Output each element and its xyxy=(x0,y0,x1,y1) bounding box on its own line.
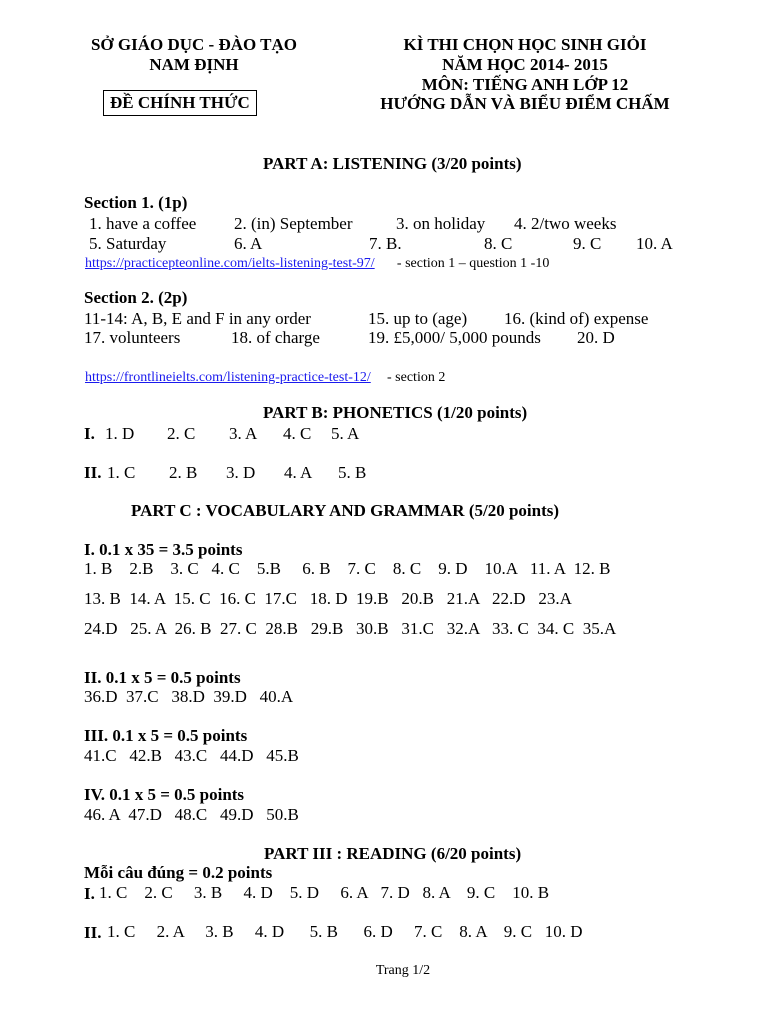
province-name: NAM ĐỊNH xyxy=(149,55,239,74)
part-iii-ii-label: II. xyxy=(84,923,102,942)
answer-item: 2. (in) September xyxy=(234,214,353,233)
section1-title: Section 1. (1p) xyxy=(84,193,188,212)
part-c-ii-title: II. 0.1 x 5 = 0.5 points xyxy=(84,668,241,687)
part-iii-i-label: I. xyxy=(84,884,95,903)
answer-item: 15. up to (age) xyxy=(368,309,468,328)
answer-item: 7. B. xyxy=(369,234,402,253)
section2-source-link[interactable]: https://frontlineielts.com/listening-practice-test-12/ xyxy=(85,370,371,385)
answer-item: 17. volunteers xyxy=(84,328,181,347)
answer-row: 1. B 2.B 3. C 4. C 5.B 6. B 7. C 8. C 9. D 10.A 11. A 12. B xyxy=(84,559,611,578)
answer-item: 1. have a coffee xyxy=(89,214,197,233)
part-c-iii-title: III. 0.1 x 5 = 0.5 points xyxy=(84,726,248,745)
answer-item: 1. C xyxy=(107,463,136,482)
answer-item: 4. 2/two weeks xyxy=(514,214,617,233)
part-b-title: PART B: PHONETICS (1/20 points) xyxy=(263,403,528,422)
answer-row: 24.D 25. A 26. B 27. C 28.B 29.B 30.B 31.C 32.A 33. C 34. C 35.A xyxy=(84,619,617,638)
answer-row: 41.C 42.B 43.C 44.D 45.B xyxy=(84,746,299,765)
part-c-title: PART C : VOCABULARY AND GRAMMAR (5/20 points) xyxy=(131,501,560,520)
answer-item: 4. C xyxy=(283,424,312,443)
answer-item: 3. on holiday xyxy=(396,214,486,233)
answer-item: 20. D xyxy=(577,328,615,347)
answer-item: 10. A xyxy=(636,234,673,253)
answer-item: 3. A xyxy=(229,424,258,443)
answer-item: 19. £5,000/ 5,000 pounds xyxy=(368,328,541,347)
department-name: SỞ GIÁO DỤC - ĐÀO TẠO xyxy=(90,35,298,54)
official-badge xyxy=(103,94,257,111)
scoring-note: Mỗi câu đúng = 0.2 points xyxy=(84,863,273,882)
part-iii-title: PART III : READING (6/20 points) xyxy=(264,844,522,863)
answer-item: 5. A xyxy=(331,424,360,443)
answer-item: 5. B xyxy=(338,463,367,482)
answer-item: 8. C xyxy=(484,234,513,253)
answer-item: 6. A xyxy=(234,234,263,253)
part-b-ii-label: II. xyxy=(84,463,102,482)
answer-item: 1. D xyxy=(105,424,135,443)
answer-row: 46. A 47.D 48.C 49.D 50.B xyxy=(84,805,299,824)
part-a-title: PART A: LISTENING (3/20 points) xyxy=(263,154,522,173)
section1-source-link[interactable]: https://practicepteonline.com/ielts-listening-test-97/ xyxy=(85,256,375,271)
answer-item: 4. A xyxy=(284,463,313,482)
answer-item: 18. of charge xyxy=(231,328,320,347)
official-badge-label: ĐỀ CHÍNH THỨC xyxy=(103,90,257,116)
answer-row: 1. C 2. C 3. B 4. D 5. D 6. A 7. D 8. A 9. C 10. B xyxy=(99,883,550,902)
answer-item: 2. B xyxy=(169,463,198,482)
section2-source-note: - section 2 xyxy=(387,370,446,385)
answer-item: 16. (kind of) expense xyxy=(504,309,649,328)
answer-row: 36.D 37.C 38.D 39.D 40.A xyxy=(84,687,294,706)
section2-title: Section 2. (2p) xyxy=(84,288,188,307)
answer-item: 11-14: A, B, E and F in any order xyxy=(84,309,311,328)
answer-row: 1. C 2. A 3. B 4. D 5. B 6. D 7. C 8. A 9. C 10. D xyxy=(107,922,583,941)
part-b-i-label: I. xyxy=(84,424,95,443)
page-number: Trang 1/2 xyxy=(375,963,431,978)
school-year: NĂM HỌC 2014- 2015 xyxy=(442,55,608,74)
part-c-i-title: I. 0.1 x 35 = 3.5 points xyxy=(84,540,243,559)
answer-item: 2. C xyxy=(167,424,196,443)
subject-grade: MÔN: TIẾNG ANH LỚP 12 xyxy=(421,75,629,94)
part-c-iv-title: IV. 0.1 x 5 = 0.5 points xyxy=(84,785,245,804)
marking-guide-title: HƯỚNG DẪN VÀ BIỂU ĐIỂM CHẤM xyxy=(380,94,670,113)
answer-item: 5. Saturday xyxy=(89,234,167,253)
answer-item: 3. D xyxy=(226,463,256,482)
exam-title: KÌ THI CHỌN HỌC SINH GIỎI xyxy=(403,35,647,54)
section1-source-note: - section 1 – question 1 -10 xyxy=(396,256,550,271)
answer-item: 9. C xyxy=(573,234,602,253)
answer-row: 13. B 14. A 15. C 16. C 17.C 18. D 19.B 20.B 21.A 22.D 23.A xyxy=(84,589,572,608)
